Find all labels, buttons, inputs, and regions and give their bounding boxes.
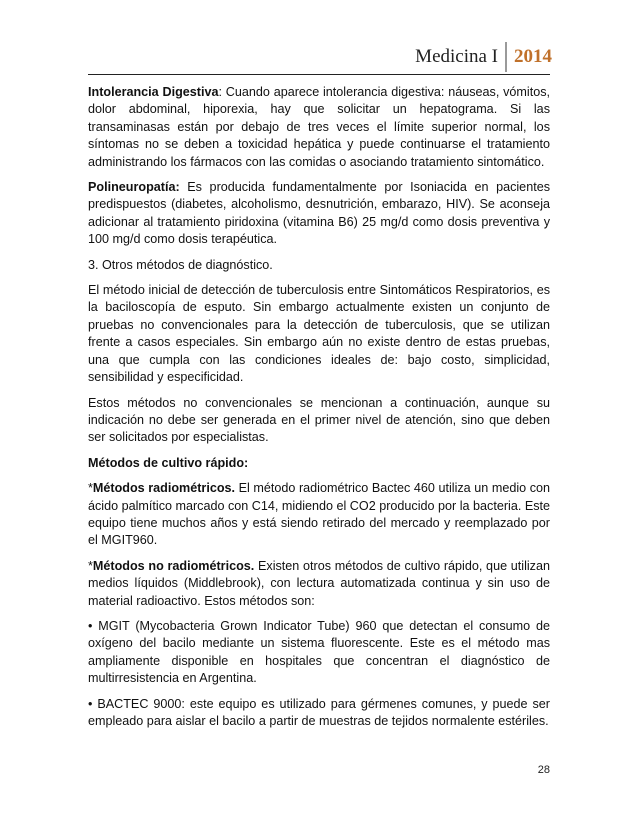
header-rule <box>88 74 550 75</box>
paragraph-no-convencionales: Estos métodos no convencionales se mencionan a continuación, aunque su indicación no debe ser generada en el primer nivel de atención, sino que deben ser solicitados por especialistas. <box>88 395 550 445</box>
paragraph-radiometricos <box>88 480 550 550</box>
header-title: Medicina I <box>415 46 498 67</box>
header-year: 2014 <box>514 46 552 67</box>
paragraph-mgit: • MGIT (Mycobacteria Grown Indicator Tube) 960 que detectan el consumo de oxígeno del bacilo mediante un sistema fluorescente. Este es el método mas ampliamente disponible en hospitales que concentran el diagnóstico de multirresistencia en Argentina. <box>88 618 550 686</box>
paragraph-text: El método radiométrico Bactec 460 utiliza un medio con ácido palmítico marcado con C14, midiendo el CO2 producido por la bacteria. Este equipo tiene muchos años y está siendo retirado del mercado y reemplazado por el MGIT960. <box>88 481 551 548</box>
subheading-text: Métodos de cultivo rápido: <box>88 455 249 470</box>
paragraph-no-radiometricos <box>88 558 550 610</box>
asterisk-prefix: * <box>88 558 93 573</box>
subheading-cultivo-rapido <box>88 455 550 472</box>
page-number: 28 <box>537 764 550 776</box>
asterisk-prefix: * <box>88 481 93 496</box>
section-heading: 3. Otros métodos de diagnóstico. <box>88 257 273 272</box>
document-body <box>88 84 550 738</box>
paragraph-text: Es producida fundamentalmente por Isoniacida en pacientes predispuestos (diabetes, alcoholismo, desnutrición, embarazo, HIV). Se aconseja adicionar al tratamiento piridoxina (vitamina B6) 25 mg/d como dosis preventiva y 100 mg/d como dosis terapéutica. <box>88 180 550 247</box>
paragraph-polineuropatia <box>88 179 550 249</box>
paragraph-text: : Cuando aparece intolerancia digestiva: náuseas, vómitos, dolor abdominal, hiporexia, hay que solicitar un hepatograma. Si las transaminasas están por debajo de tres veces el límite superior normal, los síntomas no se deben a toxicidad hepática y puede continuarse el tratamiento administrando los fármacos con las comidas o asociando tratamiento sintomático. <box>88 85 550 169</box>
paragraph-intolerancia <box>88 84 550 171</box>
paragraph-bactec: • BACTEC 9000: este equipo es utilizado para gérmenes comunes, y puede ser empleado para aislar el bacilo a partir de muestras de tejidos normalente estériles. <box>88 696 550 728</box>
page-header <box>415 40 552 72</box>
paragraph-metodo-inicial: El método inicial de detección de tuberculosis entre Sintomáticos Respiratorios, es la baciloscopía de esputo. Sin embargo actualmente existen un conjunto de pruebas no convencionales para la detección de tuberculosis, que se utilizan frente a casos especiales. Sin embargo aún no existe dentro de estas pruebas, una que cumpla con las condiciones ideales de: bajo costo, simplicidad, sensibilidad y especificidad. <box>88 283 550 385</box>
paragraph-title: Métodos no radiométricos. <box>92 558 255 573</box>
paragraph-text: Existen otros métodos de cultivo rápido, que utilizan medios líquidos (Middlebrook), con lectura automatizada continua y sin uso de material radioactivo. Estos métodos son: <box>88 558 550 608</box>
paragraph-title: Intolerancia Digestiva <box>88 85 219 99</box>
paragraph-title: Métodos radiométricos. <box>92 481 236 496</box>
paragraph-title: Polineuropatía: <box>88 180 180 195</box>
